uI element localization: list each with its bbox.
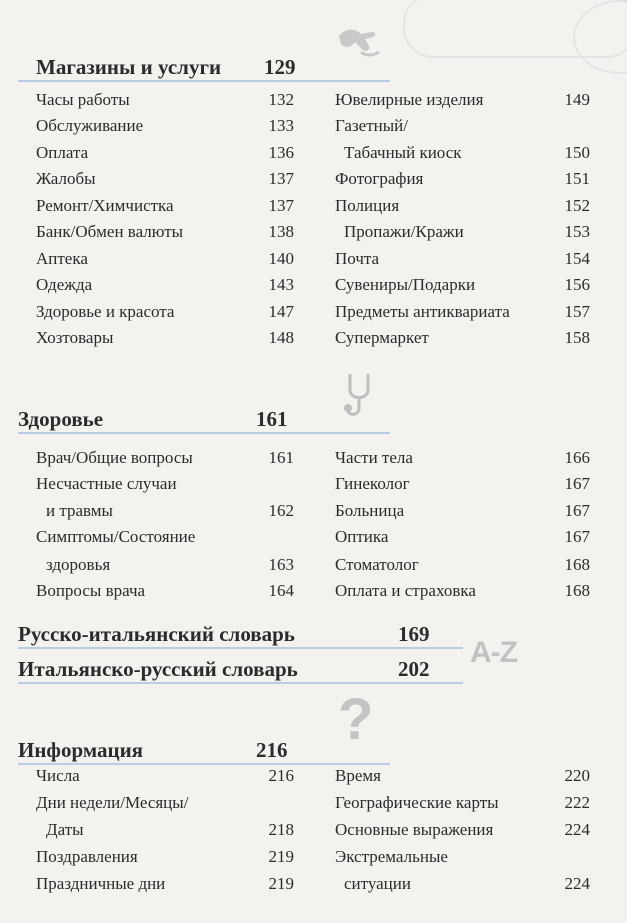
section-heading-it-ru[interactable] [18,657,430,682]
toc-page-number: 143 [268,275,294,294]
dictionary-az-icon: A-Z [470,636,517,669]
toc-page-number: 137 [268,169,294,188]
toc-entry[interactable]: и травмы [46,501,113,520]
toc-page-number: 156 [564,275,590,294]
toc-entry[interactable]: Аптека [36,249,88,268]
toc-page-number: 154 [564,249,590,268]
toc-entry[interactable]: ситуации [344,874,411,893]
shopping-hand-icon [335,22,383,62]
toc-entry[interactable]: Часы работы [36,90,130,109]
section-page: 161 [256,407,288,431]
toc-entry[interactable]: Географические карты [335,793,499,812]
toc-page-number: 153 [564,222,590,241]
toc-entry[interactable]: Предметы антиквариата [335,302,510,321]
toc-page-number: 138 [268,222,294,241]
toc-entry[interactable]: Экстремальные [335,847,448,866]
toc-entry[interactable]: Вопросы врача [36,581,146,600]
toc-page-number: 147 [268,302,294,321]
section-heading-info[interactable] [18,738,288,763]
toc-entry[interactable]: Гинеколог [335,474,410,493]
toc-page-number: 166 [564,448,590,467]
toc-entry[interactable]: здоровья [46,555,111,574]
toc-entry[interactable]: Почта [335,249,380,268]
section-underline [18,80,390,82]
toc-entry[interactable]: Больница [335,501,405,520]
section-underline [18,682,463,684]
toc-entry[interactable]: Стоматолог [335,555,419,574]
toc-entry[interactable]: Врач/Общие вопросы [36,448,193,467]
section-underline [18,647,463,649]
toc-entry[interactable]: Газетный/ [335,116,408,135]
toc-page-number: 224 [564,820,590,839]
toc-entry[interactable]: Хозтовары [36,328,114,347]
toc-entry[interactable]: Сувениры/Подарки [335,275,476,294]
section-title: Информация [18,738,144,762]
section-page: 216 [256,738,288,762]
section-title: Здоровье [18,407,104,431]
toc-page-number: 219 [268,874,294,893]
toc-page-number: 224 [564,874,590,893]
section-heading-health[interactable] [18,407,288,432]
toc-entry[interactable]: Числа [36,766,80,785]
toc-entry[interactable]: Части тела [335,448,413,467]
toc-entry[interactable]: Ремонт/Химчистка [36,196,174,215]
toc-entry[interactable]: Фотография [335,169,424,188]
toc-entry[interactable]: Оплата [36,143,89,162]
toc-entry[interactable]: Основные выражения [335,820,494,839]
toc-entry[interactable]: Оплата и страховка [335,581,476,600]
toc-page-number: 168 [564,555,590,574]
toc-entry[interactable]: Пропажи/Кражи [344,222,464,241]
section-title: Русско-итальянский словарь [18,622,295,646]
toc-entry[interactable]: Ювелирные изделия [335,90,484,109]
toc-entry[interactable]: Дни недели/Месяцы/ [36,793,189,812]
toc-page-number: 158 [564,328,590,347]
toc-page-number: 164 [268,581,294,600]
toc-entry[interactable]: Одежда [36,275,93,294]
toc-page-number: 168 [564,581,590,600]
toc-entry[interactable]: Несчастные случаи [36,474,177,493]
toc-page-number: 218 [268,820,294,839]
toc-entry[interactable]: Оптика [335,527,389,546]
toc-entry[interactable]: Полиция [335,196,400,215]
toc-page-number: 162 [268,501,294,520]
toc-page-number: 167 [564,501,590,520]
toc-entry[interactable]: Жалобы [36,169,96,188]
toc-page-number: 167 [564,527,590,546]
section-title: Магазины и услуги [36,55,222,79]
toc-page-number: 157 [564,302,590,321]
toc-page-number: 222 [564,793,590,812]
toc-entry[interactable]: Поздравления [36,847,138,866]
toc-entry[interactable]: Праздничные дни [36,874,166,893]
toc-page-number: 133 [268,116,294,135]
section-page: 169 [398,622,430,646]
toc-entry[interactable]: Банк/Обмен валюты [36,222,184,241]
stethoscope-icon [340,370,380,422]
toc-page-number: 148 [268,328,294,347]
question-mark-icon: ? [338,687,374,752]
toc-page-number: 219 [268,847,294,866]
toc-entry[interactable]: Даты [46,820,84,839]
toc-page-number: 137 [268,196,294,215]
section-page: 202 [398,657,430,681]
toc-page-number: 140 [268,249,294,268]
toc-page-number: 216 [268,766,294,785]
toc-page-number: 149 [564,90,590,109]
toc-page-number: 151 [564,169,590,188]
toc-page-number: 136 [268,143,294,162]
toc-page-number: 152 [564,196,590,215]
toc-entry[interactable]: Время [335,766,381,785]
toc-entry[interactable]: Обслуживание [36,116,144,135]
section-underline [18,432,390,434]
section-underline [18,763,390,765]
section-heading-shops[interactable] [36,55,296,80]
toc-entry[interactable]: Симптомы/Состояние [36,527,196,546]
toc-entry[interactable]: Супермаркет [335,328,429,347]
toc-entry[interactable]: Здоровье и красота [36,302,175,321]
toc-page-number: 163 [268,555,294,574]
toc-page-number: 220 [564,766,590,785]
section-title: Итальянско-русский словарь [18,657,298,681]
toc-entry[interactable]: Табачный киоск [344,143,462,162]
section-heading-ru-it[interactable] [18,622,430,647]
toc-page-number: 132 [268,90,294,109]
toc-page-number: 150 [564,143,590,162]
toc-page-number: 167 [564,474,590,493]
section-page: 129 [264,55,296,79]
toc-page-number: 161 [268,448,294,467]
